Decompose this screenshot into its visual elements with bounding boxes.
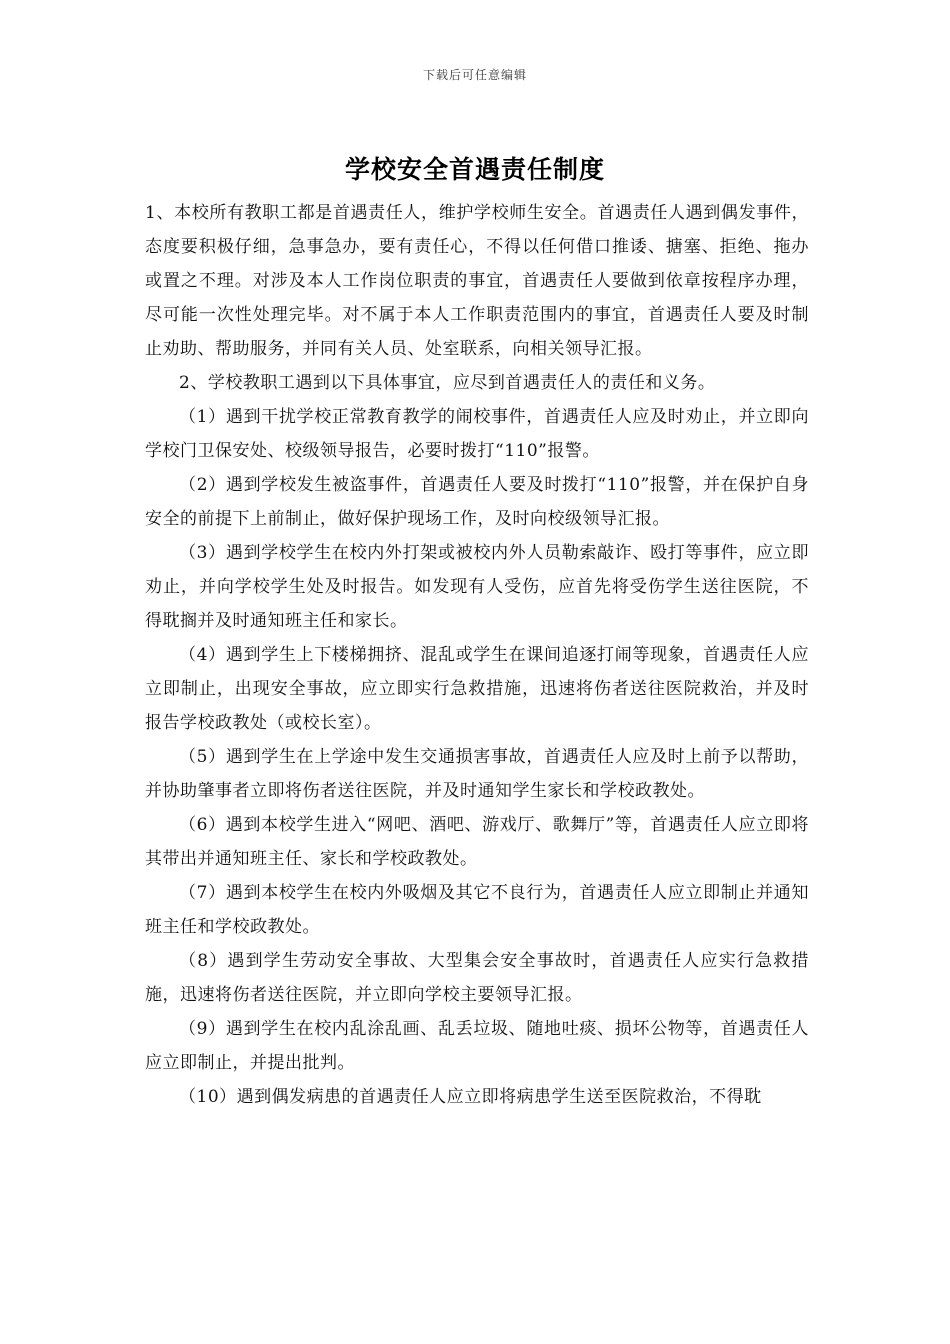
paragraph-item-8: （8）遇到学生劳动安全事故、大型集会安全事故时，首遇责任人应实行急救措施，迅速将伤者送往医院，并立即向学校主要领导汇报。 bbox=[145, 951, 809, 1005]
paragraph-2: 2、学校教职工遇到以下具体事宜，应尽到首遇责任人的责任和义务。 bbox=[179, 373, 716, 393]
document-body bbox=[145, 196, 809, 1114]
header-note: 下载后可任意编辑 bbox=[422, 68, 527, 82]
paragraph-item-6: （6）遇到本校学生进入“网吧、酒吧、游戏厅、歌舞厅”等，首遇责任人应立即将其带出并通知班主任、家长和学校政教处。 bbox=[145, 815, 809, 869]
paragraph-item-10: （10）遇到偶发病患的首遇责任人应立即将病患学生送至医院救治，不得耽 bbox=[179, 1087, 762, 1107]
paragraph-item-2: （2）遇到学校发生被盗事件，首遇责任人要及时拨打“110”报警，并在保护自身安全的前提下上前制止，做好保护现场工作，及时向校级领导汇报。 bbox=[145, 475, 809, 529]
paragraph-item-3: （3）遇到学校学生在校内外打架或被校内外人员勒索敲诈、殴打等事件，应立即劝止，并向学校学生处及时报告。如发现有人受伤，应首先将受伤学生送往医院，不得耽搁并及时通知班主任和家长。 bbox=[145, 543, 809, 631]
document-title: 学校安全首遇责任制度 bbox=[344, 155, 605, 184]
paragraph-item-7: （7）遇到本校学生在校内外吸烟及其它不良行为，首遇责任人应立即制止并通知班主任和学校政教处。 bbox=[145, 883, 809, 937]
paragraph-item-1: （1）遇到干扰学校正常教育教学的闹校事件，首遇责任人应及时劝止，并立即向学校门卫保安处、校级领导报告，必要时拨打“110”报警。 bbox=[145, 407, 809, 461]
paragraph-item-4: （4）遇到学生上下楼梯拥挤、混乱或学生在课间追逐打闹等现象，首遇责任人应立即制止，出现安全事故，应立即实行急救措施，迅速将伤者送往医院救治，并及时报告学校政教处（或校长室）。 bbox=[145, 645, 809, 733]
paragraph-item-9: （9）遇到学生在校内乱涂乱画、乱丢垃圾、随地吐痰、损坏公物等，首遇责任人应立即制止，并提出批判。 bbox=[145, 1019, 809, 1073]
paragraph-item-5: （5）遇到学生在上学途中发生交通损害事故，首遇责任人应及时上前予以帮助，并协助肇事者立即将伤者送往医院，并及时通知学生家长和学校政教处。 bbox=[145, 747, 809, 801]
paragraph-1: 1、本校所有教职工都是首遇责任人，维护学校师生安全。首遇责任人遇到偶发事件，态度要积极仔细，急事急办，要有责任心，不得以任何借口推诿、搪塞、拒绝、拖办或置之不理。对涉及本人工作岗位职责的事宜，首遇责任人要做到依章按程序办理，尽可能一次性处理完毕。对不属于本人工作职责范围内的事宜，首遇责任人要及时制止劝助、帮助服务，并同有关人员、处室联系，向相关领导汇报。 bbox=[145, 203, 809, 359]
